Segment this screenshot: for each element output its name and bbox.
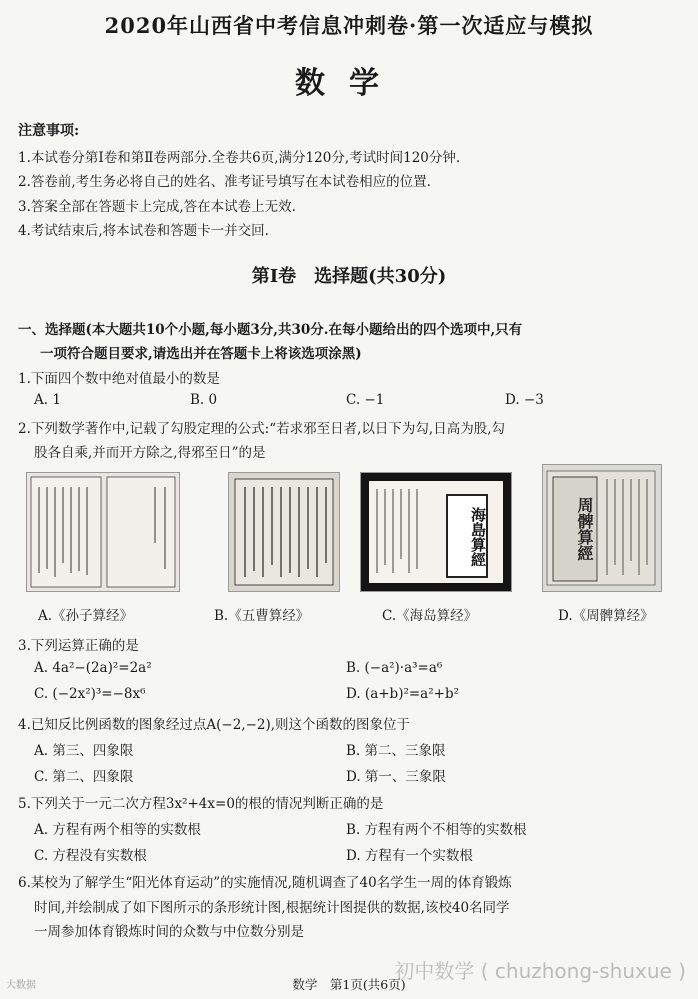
question-6-stem: 一周参加体育锻炼时间的众数与中位数分别是 (34, 924, 304, 940)
q2-option-d: D.《周髀算经》 (558, 608, 654, 624)
q3-option-c: C. (−2x²)³=−8x⁶ (34, 686, 146, 702)
book-image-wucao (228, 472, 340, 592)
question-6-stem: 时间,并绘制成了如下图所示的条形统计图,根据统计图提供的数据,该校40名同学 (34, 900, 510, 916)
q4-option-d: D. 第一、三象限 (346, 769, 446, 785)
q1-option-b: B. 0 (190, 392, 218, 408)
q2-option-b: B.《五曹算经》 (214, 608, 310, 624)
q5-option-b: B. 方程有两个不相等的实数根 (346, 822, 527, 838)
q2-option-a: A.《孙子算经》 (38, 608, 134, 624)
q5-option-a: A. 方程有两个相等的实数根 (34, 822, 201, 838)
section-instruction: 一项符合题目要求,请选出并在答题卡上将该选项涂黑) (40, 346, 362, 362)
notice-heading: 注意事项: (18, 123, 80, 139)
q3-option-d: D. (a+b)²=a²+b² (346, 686, 460, 702)
cover-title-zhoubi: 周髀算經 (575, 497, 594, 561)
book-pages-icon (27, 473, 179, 591)
book-image-haidao (360, 472, 512, 592)
q5-option-c: C. 方程没有实数根 (34, 848, 147, 864)
notice-item: 3.答案全部在答题卡上完成,答在本试卷上无效. (18, 199, 296, 215)
q3-option-b: B. (−a²)·a³=a⁶ (346, 660, 443, 676)
watermark-left: 大数据 (6, 980, 36, 991)
notice-item: 4.考试结束后,将本试卷和答题卡一并交回. (18, 223, 269, 239)
q1-option-c: C. −1 (346, 392, 385, 408)
q4-option-b: B. 第二、三象限 (346, 743, 446, 759)
cover-title-haidao: 海島算經 (469, 507, 487, 567)
q4-option-c: C. 第二、四象限 (34, 769, 134, 785)
book-image-sunzi (26, 472, 180, 592)
q1-option-a: A. 1 (34, 392, 61, 408)
q3-option-a: A. 4a²−(2a)²=2a² (34, 660, 152, 676)
watermark-text: 初中数学 ( chuzhong-shuxue ) (394, 959, 686, 983)
subject-title: 数学 (295, 66, 403, 101)
question-3-stem: 3.下列运算正确的是 (18, 638, 139, 654)
q2-option-c: C.《海岛算经》 (382, 608, 478, 624)
book-pages-icon (229, 473, 339, 591)
question-2-stem: 2.下列数学著作中,记载了勾股定理的公式:“若求邪至日者,以日下为勾,日高为股,勾 (18, 421, 505, 437)
section-title: 第Ⅰ卷 选择题(共30分) (251, 266, 447, 287)
section-instruction: 一、选择题(本大题共10个小题,每小题3分,共30分.在每小题给出的四个选项中,只有 (18, 322, 523, 338)
q5-option-d: D. 方程有一个实数根 (346, 848, 473, 864)
exam-title: 2020年山西省中考信息冲刺卷·第一次适应与模拟 (104, 13, 594, 38)
q4-option-a: A. 第三、四象限 (34, 743, 134, 759)
question-2-stem: 股各自乘,并而开方除之,得邪至日”的是 (34, 445, 266, 461)
question-6-stem: 6.某校为了解学生“阳光体育运动”的实施情况,随机调查了40名学生一周的体育锻炼 (18, 875, 512, 891)
notice-item: 1.本试卷分第Ⅰ卷和第Ⅱ卷两部分.全卷共6页,满分120分,考试时间120分钟. (18, 150, 461, 166)
question-5-stem: 5.下列关于一元二次方程3x²+4x=0的根的情况判断正确的是 (18, 796, 384, 812)
question-4-stem: 4.已知反比例函数的图象经过点A(−2,−2),则这个函数的图象位于 (18, 717, 411, 733)
q1-option-d: D. −3 (505, 392, 544, 408)
page-footer: 数学 第1页(共6页) (292, 977, 406, 992)
notice-item: 2.答卷前,考生务必将自己的姓名、准考证号填写在本试卷相应的位置. (18, 174, 431, 190)
question-1-stem: 1.下面四个数中绝对值最小的数是 (18, 371, 220, 387)
book-image-zhoubi (542, 464, 662, 592)
book-pages-icon (361, 473, 511, 591)
